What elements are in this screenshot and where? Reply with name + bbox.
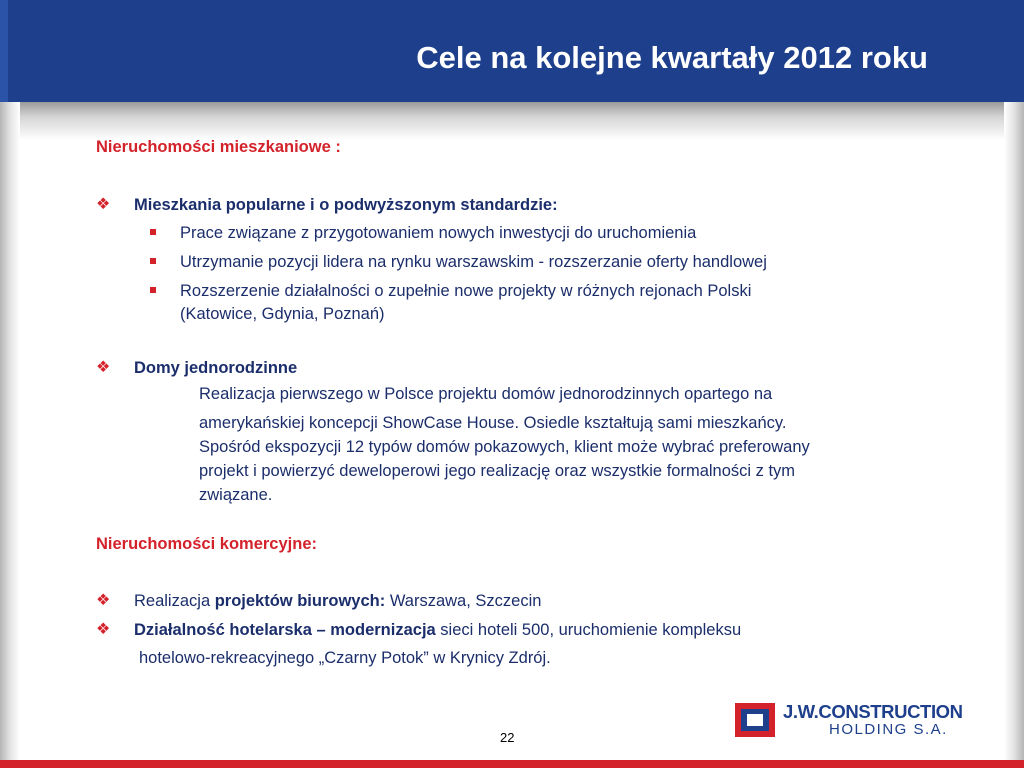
apartments-item: Rozszerzenie działalności o zupełnie nowe projekty w różnych rejonach Polski bbox=[180, 282, 752, 300]
square-bullet-icon bbox=[150, 258, 156, 264]
houses-line: związane. bbox=[199, 486, 273, 504]
logo-mark-icon bbox=[735, 703, 775, 737]
hotel-line bbox=[134, 620, 741, 640]
houses-line: amerykańskiej koncepcji ShowCase House. Osiedle kształtują sami mieszkańcy. bbox=[199, 414, 787, 432]
page-number: 22 bbox=[500, 730, 515, 745]
diamond-bullet-icon: ❖ bbox=[96, 359, 111, 376]
hotel-suffix: sieci hoteli 500, uruchomienie kompleksu bbox=[435, 621, 742, 639]
apartments-item-continuation: (Katowice, Gdynia, Poznań) bbox=[180, 305, 385, 323]
apartments-heading: Mieszkania popularne i o podwyższonym standardzie: bbox=[134, 196, 558, 214]
houses-line: Spośród ekspozycji 12 typów domów pokazowych, klient może wybrać preferowany bbox=[199, 438, 810, 456]
office-line bbox=[134, 591, 541, 611]
square-bullet-icon bbox=[150, 229, 156, 235]
office-prefix: Realizacja bbox=[134, 592, 215, 610]
apartments-item: Prace związane z przygotowaniem nowych inwestycji do uruchomienia bbox=[180, 224, 697, 242]
commercial-heading: Nieruchomości komercyjne: bbox=[96, 535, 317, 553]
houses-line: Realizacja pierwszego w Polsce projektu domów jednorodzinnych opartego na bbox=[199, 385, 773, 403]
office-bold: projektów biurowych: bbox=[214, 592, 386, 610]
diamond-bullet-icon: ❖ bbox=[96, 621, 111, 638]
diamond-bullet-icon: ❖ bbox=[96, 592, 111, 609]
houses-heading: Domy jednorodzinne bbox=[134, 359, 298, 377]
slide-title: Cele na kolejne kwartały 2012 roku bbox=[416, 40, 928, 75]
bottom-accent-line bbox=[0, 760, 1024, 768]
hotel-bold: Działalność hotelarska – modernizacja bbox=[134, 621, 436, 639]
logo-subtitle: HOLDING S.A. bbox=[829, 721, 948, 738]
houses-line: projekt i powierzyć deweloperowi jego realizację oraz wszystkie formalności z tym bbox=[199, 462, 796, 480]
hotel-line-2: hotelowo-rekreacyjnego „Czarny Potok” w Krynicy Zdrój. bbox=[139, 649, 551, 667]
apartments-item: Utrzymanie pozycji lidera na rynku warszawskim - rozszerzanie oferty handlowej bbox=[180, 253, 767, 271]
diamond-bullet-icon: ❖ bbox=[96, 196, 111, 213]
office-suffix: Warszawa, Szczecin bbox=[385, 592, 542, 610]
logo-name: J.W.CONSTRUCTION bbox=[783, 701, 963, 722]
square-bullet-icon bbox=[150, 287, 156, 293]
residential-heading: Nieruchomości mieszkaniowe : bbox=[96, 138, 341, 156]
